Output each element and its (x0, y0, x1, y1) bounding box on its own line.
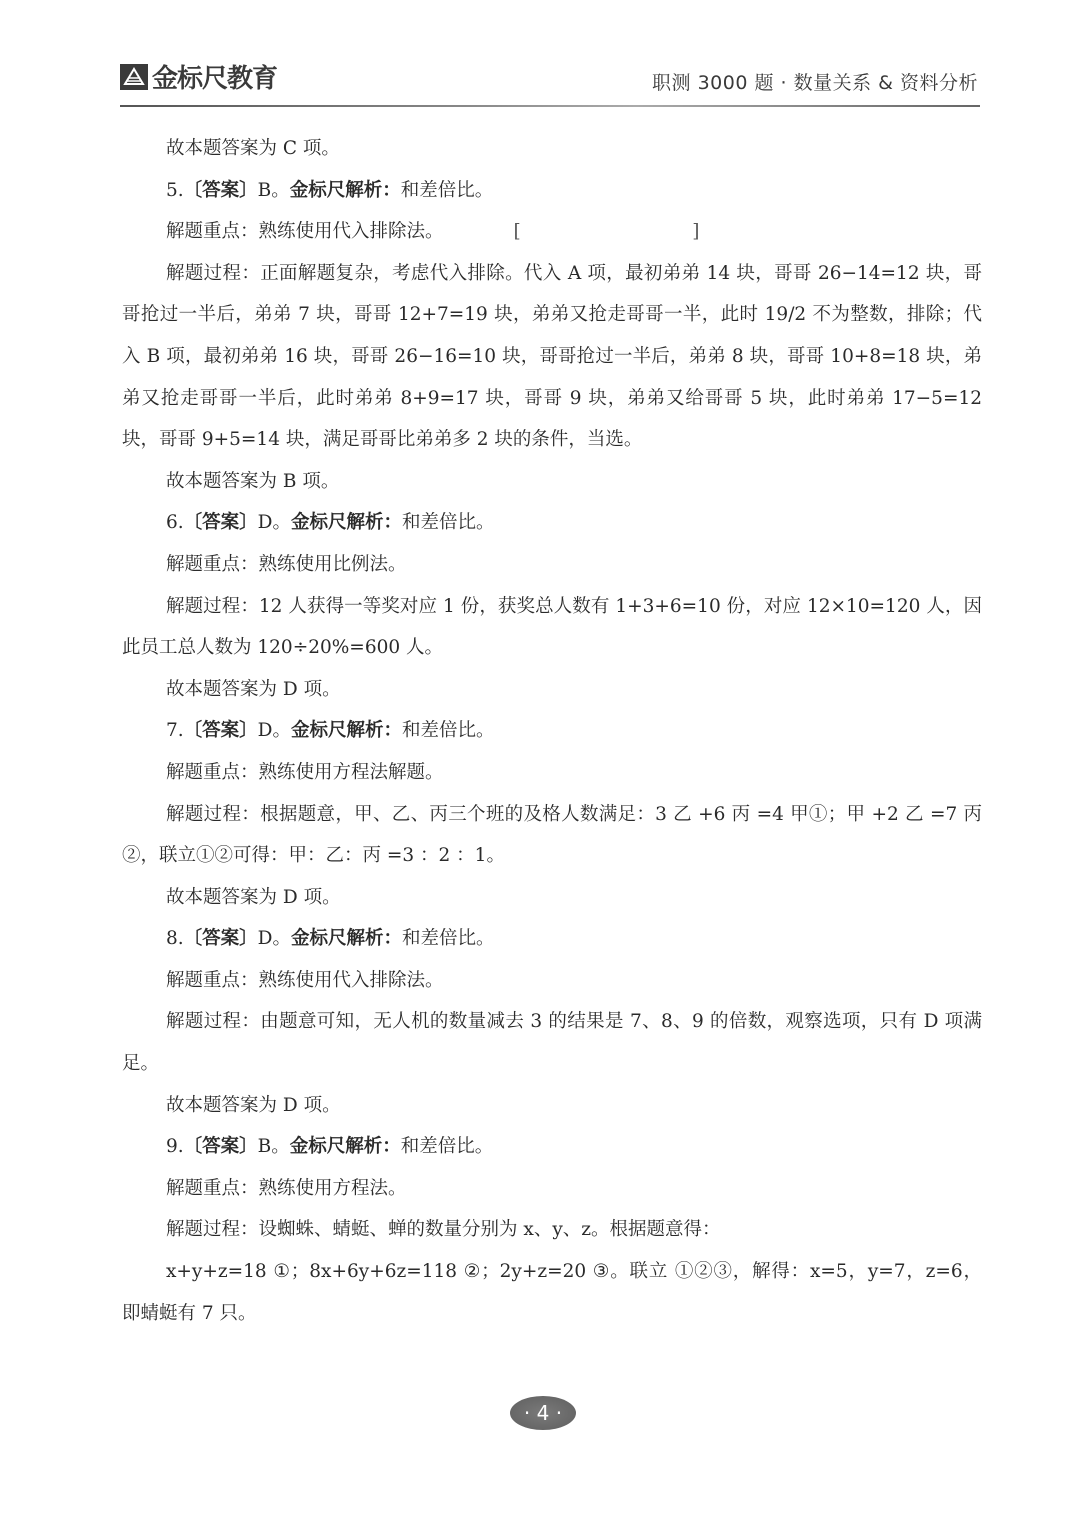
paragraph: 故本题答案为 D 项。 (166, 678, 341, 700)
page-header (120, 58, 978, 106)
paragraph: 故本题答案为 C 项。 (166, 138, 340, 159)
paragraph: 解题重点：熟练使用代入排除法。 (166, 969, 444, 991)
page-number-badge: · 4 · (510, 1396, 576, 1430)
header-divider (120, 105, 980, 107)
paragraph: 解题过程：由题意可知，无人机的数量减去 3 的结果是 7、8、9 的倍数，观察选项，只有 D 项满足。 (122, 1011, 982, 1075)
paragraph: 故本题答案为 B 项。 (166, 470, 340, 492)
answer-heading-8: 8.〔答案〕D。金标尺解析：和差倍比。 (166, 928, 495, 950)
logo-text: 金标尺教育 (152, 64, 278, 94)
paragraph: 解题重点：熟练使用方程法。 (166, 1177, 407, 1199)
paragraph: 解题过程：12 人获得一等奖对应 1 份，获奖总人数有 1+3+6=10 份，对应 12×10=120 人，因此员工总人数为 120÷20%=600 人。 (122, 595, 982, 659)
answer-heading-6: 6.〔答案〕D。金标尺解析：和差倍比。 (166, 512, 495, 534)
page-content (122, 128, 982, 1334)
paragraph: 解题重点：熟练使用方程法解题。 (166, 761, 444, 783)
answer-heading-5: 5.〔答案〕B。金标尺解析：和差倍比。 (166, 179, 494, 201)
logo-mountain-icon (120, 64, 148, 90)
paragraph: 故本题答案为 D 项。 (166, 1094, 341, 1116)
paragraph: x+y+z=18 ①；8x+6y+6z=118 ②；2y+z=20 ③。联立 ①②③，解得：x=5，y=7，z=6，即蜻蜓有 7 只。 (122, 1261, 982, 1324)
answer-heading-7: 7.〔答案〕D。金标尺解析：和差倍比。 (166, 720, 495, 742)
paragraph: 故本题答案为 D 项。 (166, 886, 341, 908)
book-title: 职测 3000 题 · 数量关系 & 资料分析 (652, 72, 978, 94)
paragraph: 解题重点：熟练使用比例法。 (166, 553, 407, 575)
blank-bracket: [ ] (513, 221, 700, 243)
paragraph: 解题过程：设蜘蛛、蜻蜓、蝉的数量分别为 x、y、z。根据题意得： (166, 1219, 721, 1241)
paragraph: 解题过程：根据题意，甲、乙、丙三个班的及格人数满足：3 乙 +6 丙 =4 甲①；甲 +2 乙 =7 丙②，联立①②可得：甲：乙：丙 =3 ：2 ：1。 (122, 803, 982, 867)
paragraph: 解题过程：正面解题复杂，考虑代入排除。代入 A 项，最初弟弟 14 块，哥哥 26−14=12 块，哥哥抢过一半后，弟弟 7 块，哥哥 12+7=19 块，弟弟又抢走哥哥一半，此时 19/2 不为整数，排除；代入 B 项，最初弟弟 16 块，哥哥 26−16=10 块，哥哥抢过一半后，弟弟 8 块，哥哥 10+8=18 块，弟弟又抢走哥哥一半后，此时弟弟 8+9=17 块，哥哥 9 块，弟弟又给哥哥 5 块，此时弟弟 17−5=12 块，哥哥 9+5=14 块，满足哥哥比弟弟多 2 块的条件，当选。 (122, 262, 982, 451)
publisher-logo (120, 58, 277, 95)
answer-heading-9: 9.〔答案〕B。金标尺解析：和差倍比。 (166, 1136, 494, 1158)
paragraph: 解题重点：熟练使用代入排除法。 [ ] (122, 211, 982, 253)
